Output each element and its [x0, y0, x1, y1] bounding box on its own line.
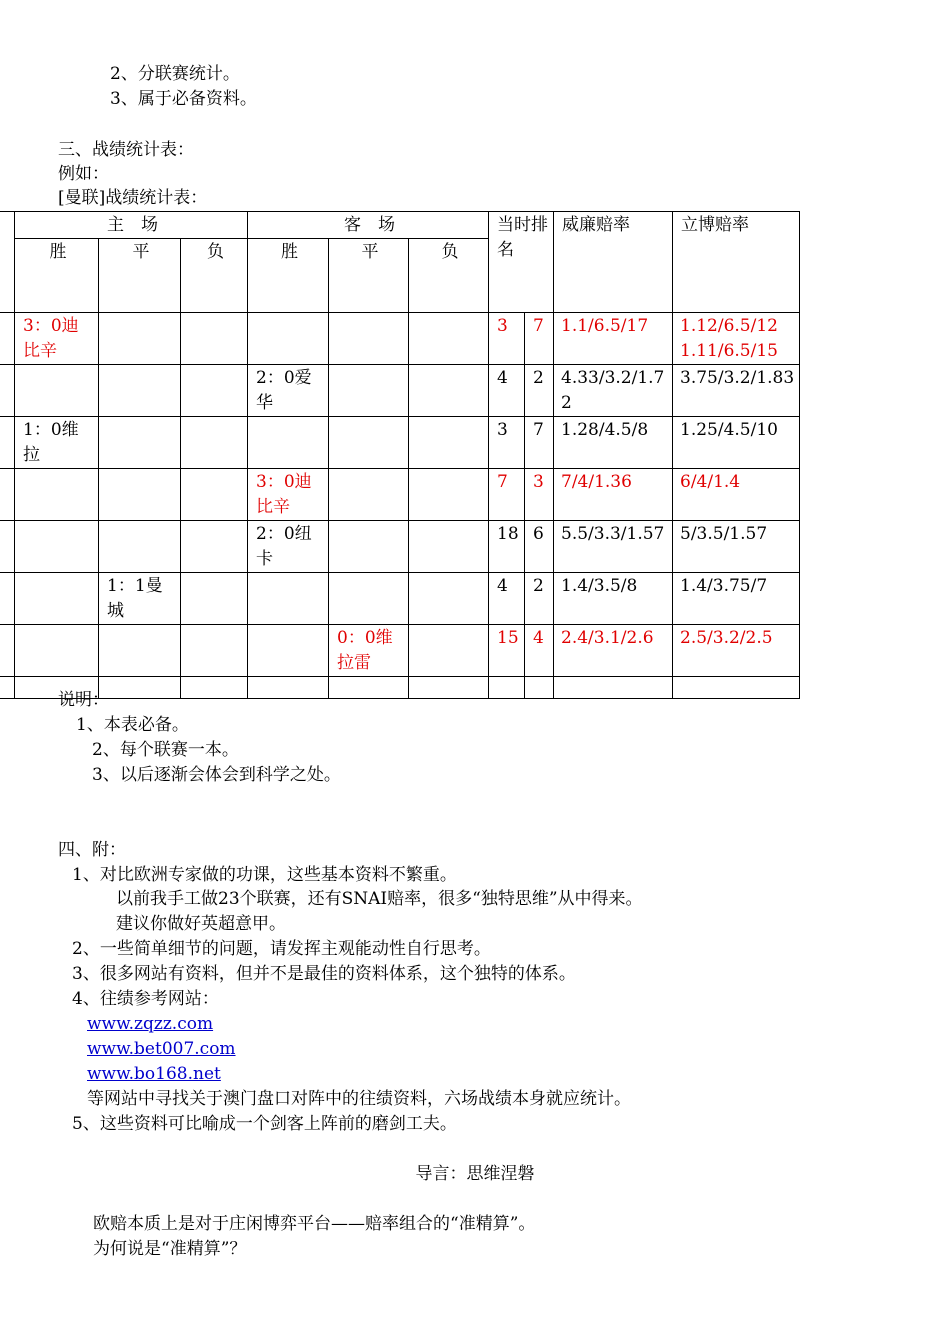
away-draw-header: 平 [329, 239, 409, 313]
link-bet007[interactable]: www.bet007.com [87, 1039, 236, 1059]
row-marker-cell [0, 521, 15, 573]
away-loss-cell [409, 625, 489, 677]
away-loss-cell [409, 313, 489, 365]
row-marker-cell [0, 625, 15, 677]
ladbrokes-odds-cell: 6/4/1.4 [673, 469, 800, 521]
rank-opponent-cell: 2 [525, 573, 554, 625]
ladbrokes-odds-cell: 3.75/3.2/1.83 [673, 365, 800, 417]
guide-title: 导言：思维涅磐 [415, 1164, 535, 1184]
rank-team-cell: 15 [489, 625, 525, 677]
william-odds-cell: 5.5/3.3/1.57 [554, 521, 673, 573]
away-loss-header: 负 [409, 239, 489, 313]
home-win-header: 胜 [15, 239, 99, 313]
row-marker-cell [0, 573, 15, 625]
ladbrokes-odds-cell: 1.12/6.5/12 1.11/6.5/15 [673, 313, 800, 365]
intro-item-1: 2、分联赛统计。 [110, 64, 240, 84]
appendix-item-1-detail: 以前我手工做23个联赛，还有SNAI赔率，很多“独特思维”从中得来。 [116, 889, 643, 909]
home-header: 主 场 [15, 212, 248, 239]
row-marker-cell [0, 417, 15, 469]
appendix-item-1-advice: 建议你做好英超意甲。 [116, 914, 286, 934]
away-win-cell [248, 625, 329, 677]
home-win-cell [15, 469, 99, 521]
rank-opponent-cell: 7 [525, 313, 554, 365]
table-row [0, 417, 800, 469]
rank-opponent-cell: 3 [525, 469, 554, 521]
appendix-item-3: 3、很多网站有资料，但并不是最佳的资料体系，这个独特的体系。 [72, 964, 576, 984]
notes-title: 说明： [58, 690, 109, 710]
rank-opponent-cell: 2 [525, 365, 554, 417]
link-bo168[interactable]: www.bo168.net [87, 1064, 221, 1084]
away-header: 客 场 [248, 212, 489, 239]
table-row [0, 677, 800, 699]
away-draw-cell [329, 365, 409, 417]
home-draw-cell [99, 469, 181, 521]
william-odds-cell: 1.28/4.5/8 [554, 417, 673, 469]
rank-opponent-cell: 7 [525, 417, 554, 469]
appendix-item-5: 5、这些资料可比喻成一个剑客上阵前的磨剑工夫。 [72, 1114, 457, 1134]
away-win-cell: 3：0迪比辛 [248, 469, 329, 521]
link-zqzz[interactable]: www.zqzz.com [87, 1014, 214, 1034]
note-item-1: 1、本表必备。 [76, 715, 189, 735]
away-loss-cell [409, 677, 489, 699]
appendix-item-4-note: 等网站中寻找关于澳门盘口对阵中的往绩资料，六场战绩本身就应统计。 [87, 1089, 631, 1109]
note-item-2: 2、每个联赛一本。 [92, 740, 239, 760]
away-draw-cell [329, 417, 409, 469]
home-draw-cell [99, 677, 181, 699]
william-odds-cell: 1.1/6.5/17 [554, 313, 673, 365]
away-loss-cell [409, 417, 489, 469]
ladbrokes-odds-header: 立博赔率 [673, 212, 800, 313]
away-draw-cell [329, 573, 409, 625]
row-marker-cell [0, 313, 15, 365]
note-item-3: 3、以后逐渐会体会到科学之处。 [92, 765, 341, 785]
rank-opponent-cell: 6 [525, 521, 554, 573]
home-loss-header: 负 [181, 239, 248, 313]
guide-paragraph-1: 欧赔本质上是对于庄闲博弈平台——赔率组合的“准精算”。 [93, 1214, 536, 1234]
home-loss-cell [181, 677, 248, 699]
appendix-item-2: 2、一些简单细节的问题，请发挥主观能动性自行思考。 [72, 939, 491, 959]
home-loss-cell [181, 417, 248, 469]
home-draw-cell [99, 417, 181, 469]
home-win-cell [15, 521, 99, 573]
rank-header: 当时排名 [489, 212, 554, 313]
william-odds-cell: 1.4/3.5/8 [554, 573, 673, 625]
home-loss-cell [181, 625, 248, 677]
away-draw-cell [329, 521, 409, 573]
intro-item-2: 3、属于必备资料。 [110, 89, 257, 109]
home-win-cell [15, 625, 99, 677]
appendix-item-4: 4、往绩参考网站： [72, 989, 219, 1009]
home-draw-header: 平 [99, 239, 181, 313]
rank-team-cell: 18 [489, 521, 525, 573]
away-loss-cell [409, 365, 489, 417]
rank-team-cell: 3 [489, 313, 525, 365]
away-win-header: 胜 [248, 239, 329, 313]
row-marker-header [0, 212, 15, 313]
away-win-cell: 2：0纽卡 [248, 521, 329, 573]
section-4-title: 四、附： [58, 840, 126, 860]
william-odds-header: 威廉赔率 [554, 212, 673, 313]
table-title: [曼联]战绩统计表： [58, 188, 208, 208]
ladbrokes-odds-cell: 5/3.5/1.57 [673, 521, 800, 573]
table-row [0, 365, 800, 417]
home-loss-cell [181, 365, 248, 417]
away-draw-cell [329, 313, 409, 365]
home-win-cell [15, 365, 99, 417]
william-odds-cell: 7/4/1.36 [554, 469, 673, 521]
rank-team-cell: 4 [489, 573, 525, 625]
home-loss-cell [181, 469, 248, 521]
table-row [0, 313, 800, 365]
row-marker-cell [0, 677, 15, 699]
home-draw-cell [99, 521, 181, 573]
appendix-item-1: 1、对比欧洲专家做的功课，这些基本资料不繁重。 [72, 865, 457, 885]
away-win-cell [248, 677, 329, 699]
table-row [0, 469, 800, 521]
home-win-cell: 1：0维拉 [15, 417, 99, 469]
rank-team-cell: 4 [489, 365, 525, 417]
away-draw-cell [329, 469, 409, 521]
away-draw-cell: 0：0维拉雷 [329, 625, 409, 677]
ladbrokes-odds-cell [673, 677, 800, 699]
home-loss-cell [181, 313, 248, 365]
home-draw-cell [99, 313, 181, 365]
away-loss-cell [409, 521, 489, 573]
william-odds-cell: 2.4/3.1/2.6 [554, 625, 673, 677]
home-draw-cell [99, 365, 181, 417]
rank-team-cell [489, 677, 525, 699]
ladbrokes-odds-cell: 2.5/3.2/2.5 [673, 625, 800, 677]
away-win-cell [248, 573, 329, 625]
row-marker-cell [0, 469, 15, 521]
away-loss-cell [409, 573, 489, 625]
rank-team-cell: 3 [489, 417, 525, 469]
william-odds-cell [554, 677, 673, 699]
home-draw-cell [99, 625, 181, 677]
away-loss-cell [409, 469, 489, 521]
home-win-cell [15, 573, 99, 625]
rank-team-cell: 7 [489, 469, 525, 521]
home-loss-cell [181, 521, 248, 573]
record-table [0, 211, 800, 699]
home-win-cell: 3：0迪比辛 [15, 313, 99, 365]
table-row [0, 625, 800, 677]
rank-opponent-cell: 4 [525, 625, 554, 677]
table-row [0, 573, 800, 625]
home-draw-cell: 1：1曼城 [99, 573, 181, 625]
rank-opponent-cell [525, 677, 554, 699]
ladbrokes-odds-cell: 1.25/4.5/10 [673, 417, 800, 469]
away-win-cell: 2：0爱华 [248, 365, 329, 417]
away-draw-cell [329, 677, 409, 699]
home-loss-cell [181, 573, 248, 625]
section-3-title: 三、战绩统计表： [58, 140, 194, 160]
example-label: 例如： [58, 164, 109, 184]
away-win-cell [248, 417, 329, 469]
william-odds-cell: 4.33/3.2/1.72 [554, 365, 673, 417]
ladbrokes-odds-cell: 1.4/3.75/7 [673, 573, 800, 625]
row-marker-cell [0, 365, 15, 417]
table-row [0, 521, 800, 573]
away-win-cell [248, 313, 329, 365]
guide-paragraph-2: 为何说是“准精算”？ [93, 1239, 247, 1259]
